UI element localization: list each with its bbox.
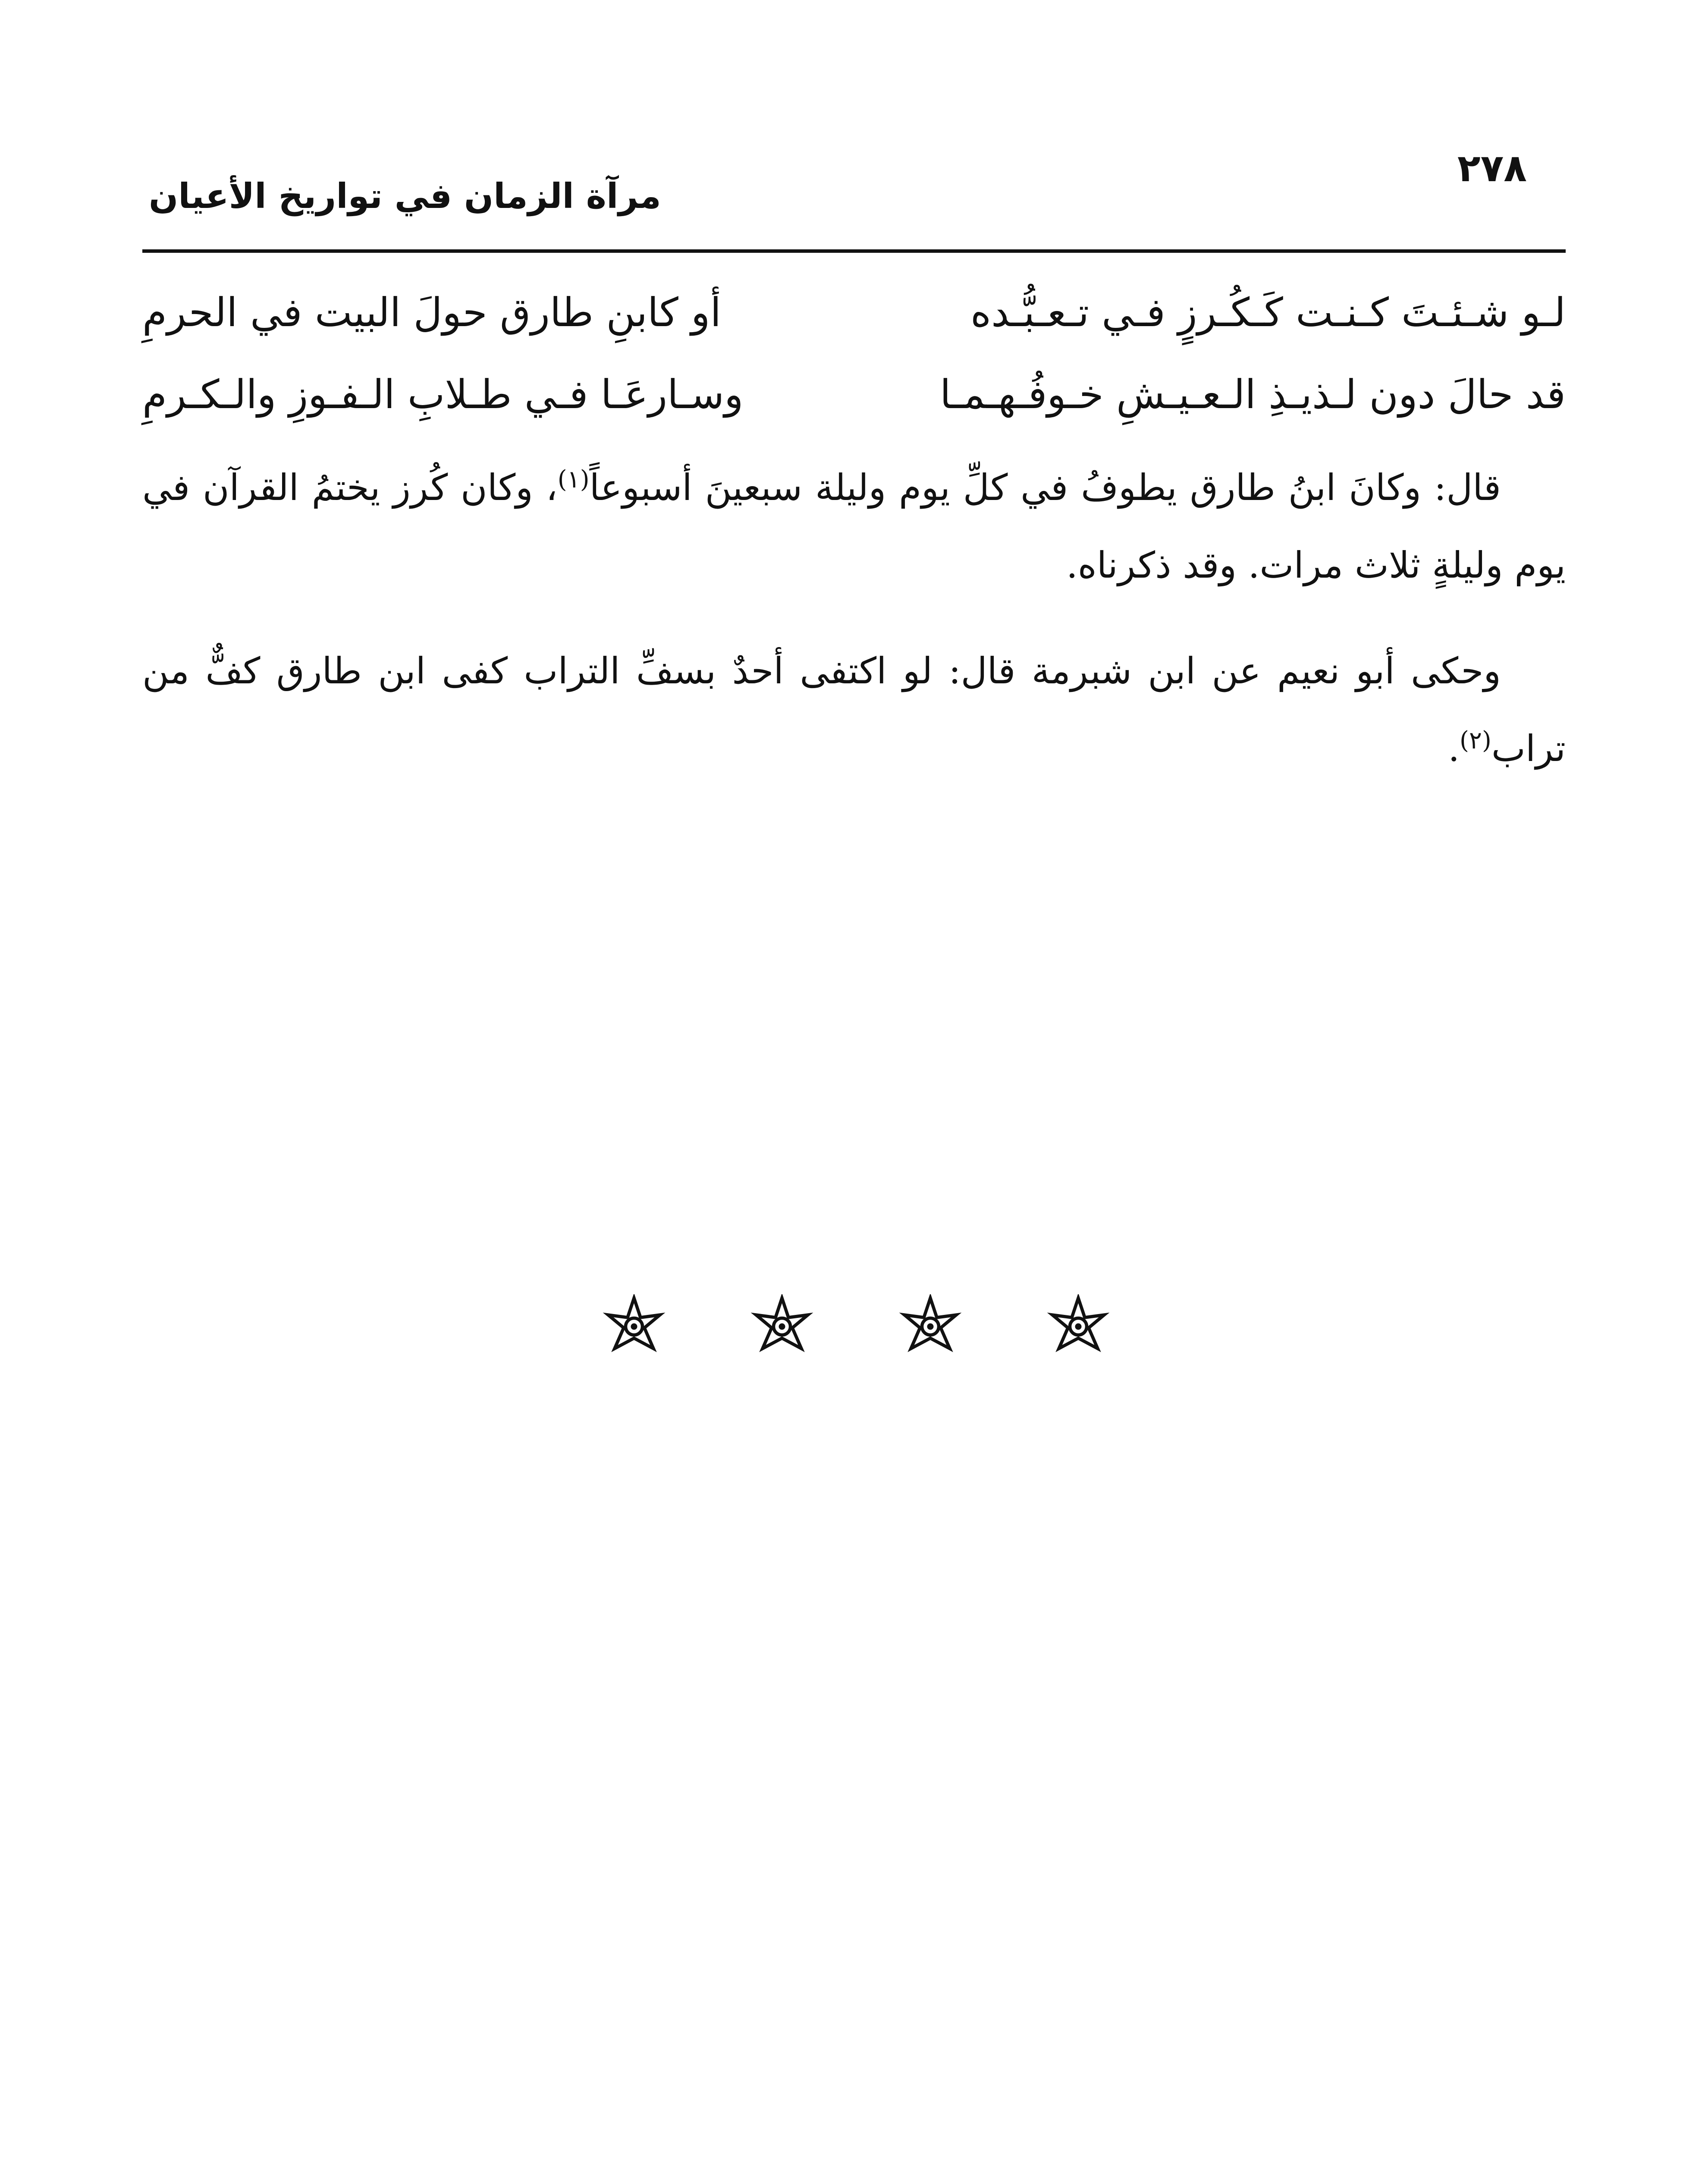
footnote-reference[interactable]: (١): [557, 465, 590, 494]
flower-ornament-icon: [898, 1294, 963, 1359]
poem-verse: [142, 367, 1566, 423]
second-hemistich: وسـارعَـا فـي طـلابِ الـفـوزِ والـكـرمِ: [142, 371, 744, 418]
header-rule: [142, 249, 1566, 253]
body-paragraph: [142, 449, 1566, 604]
paragraph-text: قال: وكانَ ابنُ طارق يطوفُ في كلِّ يوم وليلة سبعينَ أسبوعاً: [589, 466, 1501, 509]
section-divider: [602, 1290, 1111, 1363]
page-number: ٢٧٨: [1457, 146, 1527, 190]
poem-verse: [142, 285, 1566, 341]
second-hemistich: أو كابنِ طارق حولَ البيت في الحرمِ: [142, 289, 722, 336]
flower-ornament-icon: [602, 1294, 666, 1359]
paragraph-text: وحكى أبو نعيم عن ابن شبرمة قال: لو اكتفى أحدٌ بسفِّ التراب كفى ابن طارق كفٌّ من تراب: [142, 650, 1566, 770]
running-title: مرآة الزمان في تواريخ الأعيان: [149, 176, 661, 216]
footnote-reference[interactable]: (٢): [1460, 726, 1491, 755]
first-hemistich: قد حالَ دون لـذيـذِ الـعـيـشِ خـوفُـهـمـا: [939, 371, 1566, 418]
paragraph-text: .: [1448, 727, 1460, 770]
paragraph-text: ، وكان كُرز يختمُ القرآن في يوم وليلةٍ ثلاث مرات. وقد ذكرناه.: [142, 466, 1566, 586]
body-paragraph: [142, 632, 1566, 787]
flower-ornament-icon: [1046, 1294, 1111, 1359]
first-hemistich: لـو شـئـتَ كـنـت كَـكُـرزٍ فـي تـعـبُّـده: [970, 289, 1566, 336]
flower-ornament-icon: [750, 1294, 814, 1359]
